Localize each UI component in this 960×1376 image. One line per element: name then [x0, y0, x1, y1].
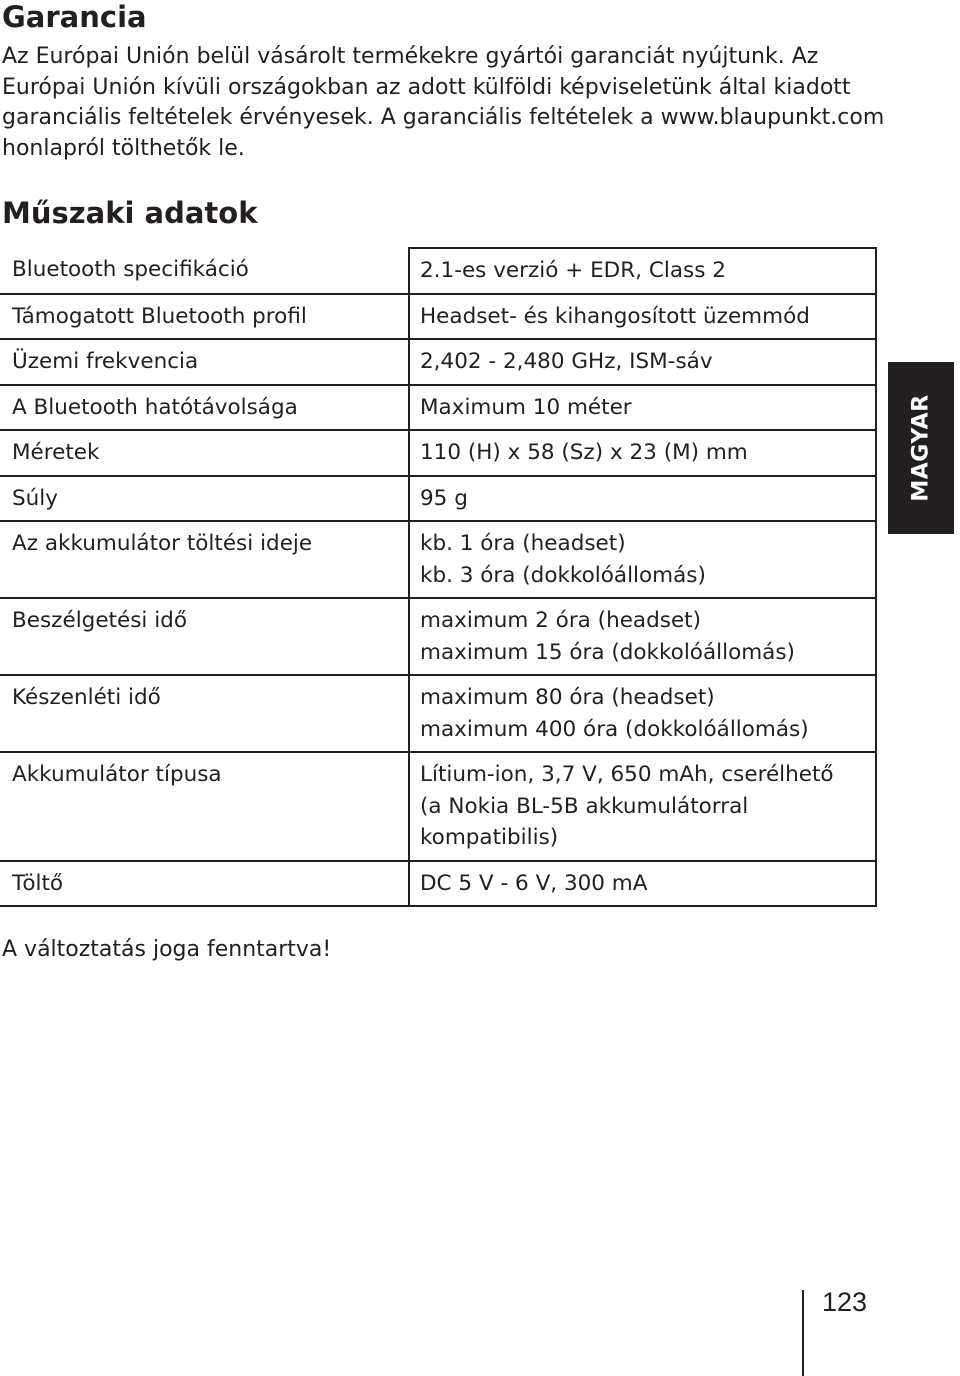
spec-label: Beszélgetési idő — [0, 598, 409, 675]
language-tab-label: MAGYAR — [908, 394, 934, 502]
spec-value-line: Headset- és kihangosított üzemmód — [420, 303, 810, 329]
spec-row — [0, 339, 876, 385]
language-tab — [888, 362, 954, 534]
spec-value-line: maximum 400 óra (dokkolóállomás) — [420, 716, 809, 742]
spec-label: Súly — [0, 476, 409, 522]
warranty-line: garanciális feltételek érvényesek. A garanciális feltételek a www.blaupunkt.com — [2, 105, 885, 130]
spec-row — [0, 861, 876, 907]
spec-value — [409, 752, 876, 861]
warranty-paragraph — [2, 42, 902, 164]
spec-row — [0, 385, 876, 431]
spec-label: A Bluetooth hatótávolsága — [0, 385, 409, 431]
page-number-divider — [802, 1290, 804, 1376]
spec-label: Méretek — [0, 430, 409, 476]
spec-value-line: 110 (H) x 58 (Sz) x 23 (M) mm — [420, 440, 748, 465]
spec-value-line: 95 g — [420, 485, 468, 511]
spec-value — [409, 248, 876, 294]
spec-row — [0, 430, 876, 476]
spec-label: Akkumulátor típusa — [0, 752, 409, 861]
spec-value — [409, 385, 876, 431]
spec-value — [409, 476, 876, 522]
rights-reserved-note: A változtatás joga fenntartva! — [2, 937, 332, 962]
spec-row — [0, 476, 876, 522]
spec-value-line: kb. 3 óra (dokkolóállomás) — [420, 562, 706, 588]
spec-value-line: Lítium-ion, 3,7 V, 650 mAh, cserélhető — [420, 762, 834, 787]
spec-value-line: Maximum 10 méter — [420, 394, 632, 420]
spec-value-line: maximum 15 óra (dokkolóállomás) — [420, 639, 795, 665]
spec-value-line: 2,402 - 2,480 GHz, ISM-sáv — [420, 349, 713, 374]
spec-label: Készenléti idő — [0, 675, 409, 752]
spec-value-line: 2.1-es verzió + EDR, Class 2 — [420, 258, 726, 283]
spec-value — [409, 861, 876, 907]
spec-row — [0, 598, 876, 675]
page-number: 123 — [822, 1287, 868, 1317]
spec-value — [409, 675, 876, 752]
spec-row — [0, 294, 876, 340]
spec-label: Bluetooth specifikáció — [0, 248, 409, 294]
spec-row — [0, 752, 876, 861]
spec-label: Töltő — [0, 861, 409, 907]
spec-label: Üzemi frekvencia — [0, 339, 409, 385]
spec-row — [0, 675, 876, 752]
spec-value — [409, 339, 876, 385]
spec-row — [0, 248, 876, 294]
spec-value — [409, 430, 876, 476]
spec-value-line: (a Nokia BL-5B akkumulátorral — [420, 793, 749, 819]
warranty-line: Európai Unión kívüli országokban az adott külföldi képviseletünk által kiadott — [2, 74, 851, 100]
spec-value-line: maximum 2 óra (headset) — [420, 608, 701, 633]
spec-label: Támogatott Bluetooth profil — [0, 294, 409, 340]
spec-value — [409, 598, 876, 675]
warranty-heading: Garancia — [2, 0, 147, 34]
specs-table-body — [0, 248, 876, 906]
specs-heading: Műszaki adatok — [2, 196, 258, 230]
spec-value-line: DC 5 V - 6 V, 300 mA — [420, 870, 648, 896]
warranty-line: honlapról tölthetők le. — [2, 135, 245, 161]
specs-table — [0, 247, 877, 907]
spec-label: Az akkumulátor töltési ideje — [0, 521, 409, 598]
spec-value-line: kb. 1 óra (headset) — [420, 531, 626, 556]
spec-value-line: maximum 80 óra (headset) — [420, 685, 715, 710]
warranty-line: Az Európai Unión belül vásárolt termékekre gyártói garanciát nyújtunk. Az — [2, 44, 819, 69]
spec-value-line: kompatibilis) — [420, 825, 559, 850]
spec-value — [409, 521, 876, 598]
spec-row — [0, 521, 876, 598]
spec-value — [409, 294, 876, 340]
